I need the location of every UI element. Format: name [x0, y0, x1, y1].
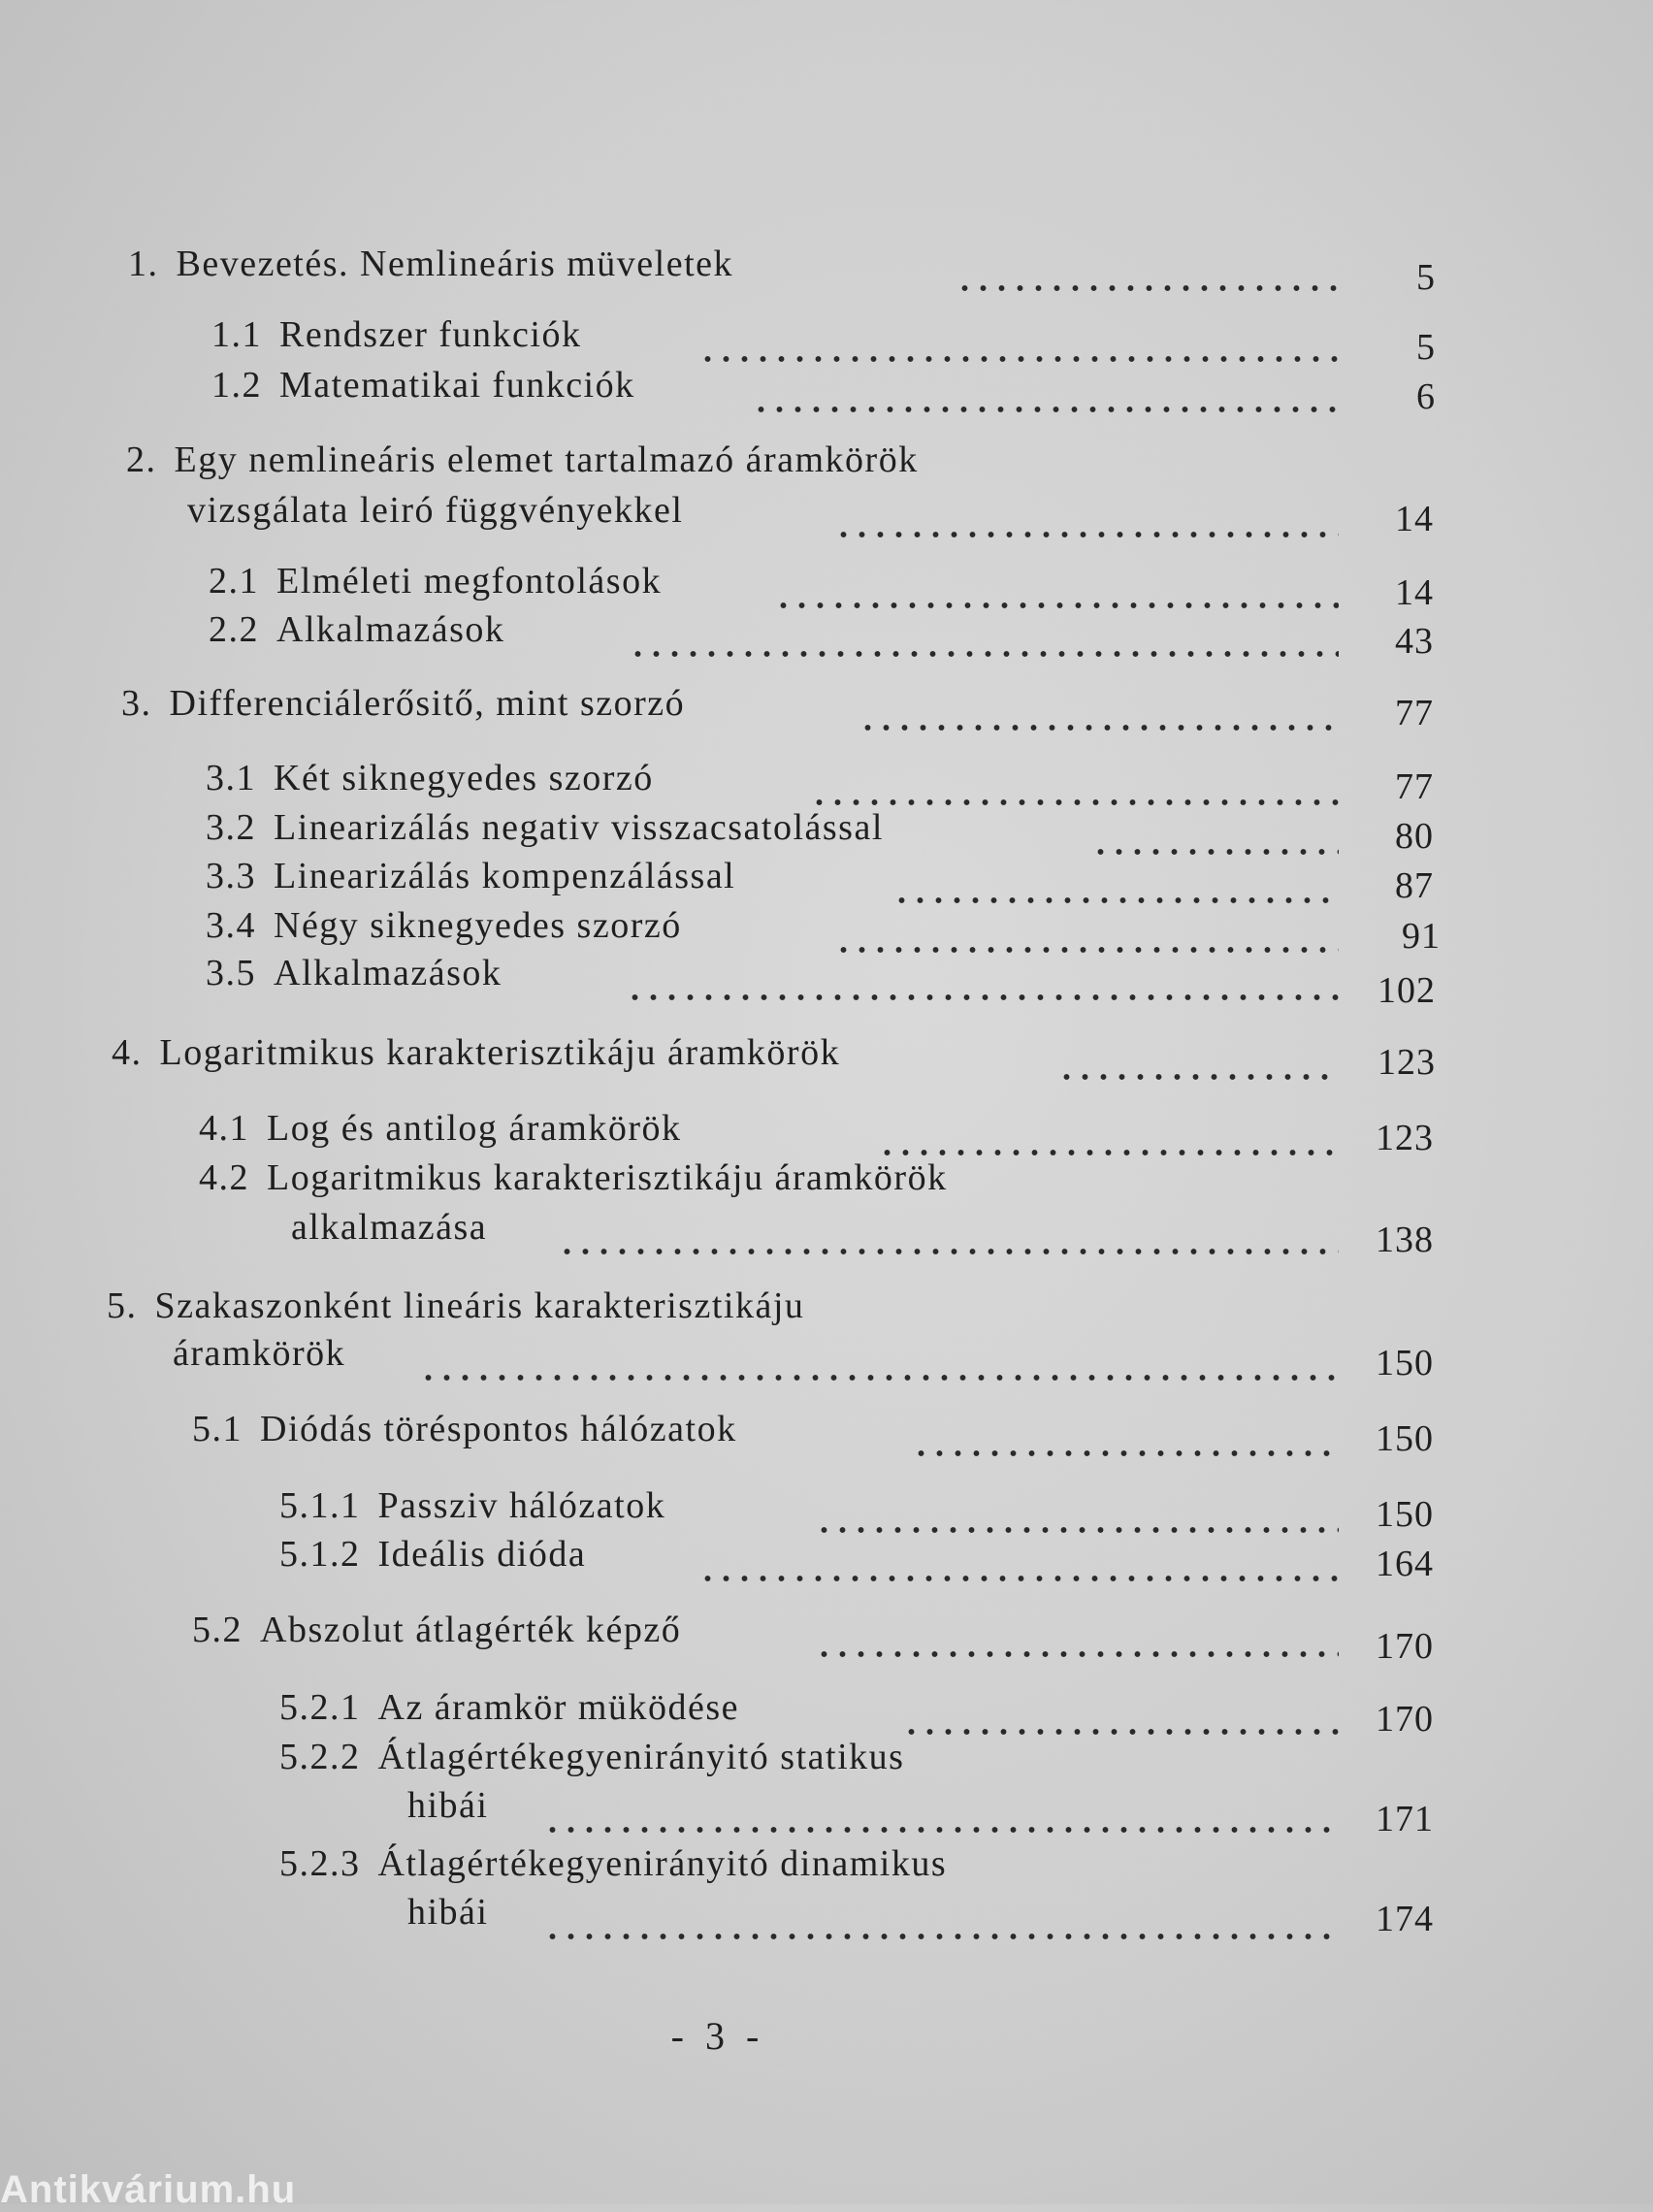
entry-number: 1.	[128, 244, 159, 284]
dot-leader	[698, 1575, 1339, 1582]
entry-number: 1.1	[211, 314, 262, 355]
page-number: 174	[1376, 1899, 1434, 1939]
toc-entry-4-2	[199, 1155, 948, 1200]
dot-leader	[626, 993, 1339, 1001]
entry-number: 4.2	[199, 1157, 249, 1198]
entry-number: 3.3	[206, 856, 256, 896]
toc-entry-5-2	[192, 1608, 681, 1652]
toc-entry-4-2-cont	[291, 1205, 487, 1250]
entry-title-continued: hibái	[407, 1892, 489, 1933]
entry-title: Átlagértékegyenirányitó dinamikus	[377, 1843, 948, 1884]
entry-number: 5.1.2	[279, 1534, 361, 1575]
dot-leader	[774, 602, 1339, 609]
toc-entry-3-3	[206, 854, 735, 898]
page-number: 164	[1376, 1544, 1434, 1584]
page-number: 14	[1395, 499, 1434, 539]
toc-entry-3-4	[206, 903, 682, 948]
dot-leader	[810, 798, 1339, 806]
entry-number: 4.	[112, 1032, 143, 1073]
dot-leader	[698, 355, 1339, 363]
entry-number: 2.2	[209, 609, 259, 650]
dot-leader	[815, 1526, 1339, 1534]
entry-title: Elméleti megfontolások	[276, 561, 663, 602]
entry-title-continued: áramkörök	[173, 1333, 346, 1374]
page-number: 150	[1376, 1494, 1434, 1535]
entry-number: 5.2.3	[279, 1843, 361, 1884]
entry-title: Ideális dióda	[377, 1534, 587, 1575]
toc-entry-3-1	[206, 756, 654, 800]
entry-title: Logaritmikus karakterisztikáju áramkörök	[267, 1157, 948, 1198]
page-number: 150	[1376, 1418, 1434, 1459]
entry-number: 5.	[107, 1285, 138, 1326]
page-number: 77	[1395, 766, 1434, 807]
entry-number: 3.5	[206, 953, 256, 993]
toc-entry-5-2-1	[279, 1685, 739, 1730]
toc-entry-2-2	[209, 607, 504, 652]
entry-number: 5.2.2	[279, 1737, 361, 1777]
toc-entry-3-2	[206, 805, 884, 850]
page-number: 77	[1395, 693, 1434, 733]
toc-entry-4	[112, 1030, 840, 1075]
page-number: 87	[1395, 865, 1434, 906]
entry-title: Differenciálerősitő, mint szorzó	[169, 683, 686, 724]
dot-leader	[752, 406, 1339, 413]
dot-leader	[902, 1728, 1339, 1736]
page-number: 6	[1416, 376, 1436, 417]
dot-leader	[1057, 1073, 1339, 1081]
entry-number: 4.1	[199, 1108, 249, 1149]
entry-title: Az áramkör müködése	[377, 1687, 739, 1728]
dot-leader	[956, 284, 1339, 292]
entry-title: Linearizálás kompenzálással	[274, 856, 736, 896]
page-number: 102	[1378, 970, 1436, 1011]
entry-title: Négy siknegyedes szorzó	[274, 905, 682, 946]
page-footer-number: - 3 -	[670, 2014, 765, 2058]
entry-title: Passziv hálózatok	[377, 1485, 666, 1526]
toc-entry-1-2	[211, 363, 635, 407]
toc-entry-5-1-2	[279, 1532, 586, 1577]
dot-leader	[629, 650, 1339, 658]
page-number: 170	[1376, 1626, 1434, 1667]
entry-title: Diódás töréspontos hálózatok	[260, 1409, 737, 1449]
entry-title-continued: vizsgálata leiró függvényekkel	[187, 490, 684, 531]
dot-leader	[558, 1248, 1339, 1255]
page-number: 138	[1376, 1220, 1434, 1260]
page-number: 170	[1376, 1699, 1434, 1740]
dot-leader	[815, 1650, 1339, 1658]
toc-entry-5-1-1	[279, 1483, 665, 1528]
toc-entry-5-2-3	[279, 1841, 947, 1886]
page-number: 150	[1376, 1343, 1434, 1383]
entry-title: Log és antilog áramkörök	[267, 1108, 682, 1149]
page-number: 5	[1416, 257, 1436, 298]
entry-title: Szakaszonként lineáris karakterisztikáju	[154, 1285, 805, 1326]
toc-entry-1-1	[211, 312, 581, 357]
toc-entry-3-5	[206, 951, 502, 995]
entry-number: 2.	[126, 439, 157, 480]
entry-number: 1.2	[211, 365, 262, 406]
watermark: Antikvárium.hu	[0, 2168, 297, 2211]
toc-entry-4-1	[199, 1106, 682, 1151]
page-number: 80	[1395, 816, 1434, 857]
entry-number: 5.2	[192, 1610, 243, 1650]
toc-entry-5-2-2	[279, 1735, 904, 1779]
entry-title: Bevezetés. Nemlineáris müveletek	[176, 244, 734, 284]
entry-number: 3.	[121, 683, 152, 724]
dot-leader	[892, 896, 1339, 904]
toc-entry-5-1	[192, 1407, 737, 1451]
toc-entry-2	[126, 438, 919, 482]
entry-title: Egy nemlineáris elemet tartalmazó áramkörök	[174, 439, 919, 480]
toc-entry-2-cont	[187, 488, 683, 533]
dot-leader	[834, 946, 1339, 954]
dot-leader	[859, 724, 1339, 732]
entry-number: 3.2	[206, 807, 256, 848]
page-number: 123	[1378, 1042, 1436, 1083]
entry-title: Logaritmikus karakterisztikáju áramkörök	[159, 1032, 841, 1073]
entry-title: Abszolut átlagérték képző	[260, 1610, 682, 1650]
page-number: 43	[1395, 621, 1434, 662]
entry-number: 5.2.1	[279, 1687, 361, 1728]
toc-entry-2-1	[209, 559, 662, 603]
dot-leader	[1091, 848, 1339, 856]
entry-number: 2.1	[209, 561, 259, 602]
entry-title-continued: hibái	[407, 1785, 489, 1826]
toc-entry-3	[121, 681, 685, 726]
page-number: 171	[1376, 1799, 1434, 1839]
entry-title: Alkalmazások	[276, 609, 505, 650]
entry-title: Matematikai funkciók	[279, 365, 635, 406]
toc-entry-5	[107, 1284, 804, 1328]
entry-title: Alkalmazások	[274, 953, 502, 993]
toc-entry-5-2-3-cont	[407, 1890, 488, 1935]
dot-leader	[912, 1449, 1339, 1457]
page-number: 14	[1395, 572, 1434, 613]
entry-title: Két siknegyedes szorzó	[274, 758, 654, 798]
toc-entry-5-cont	[173, 1331, 345, 1376]
page-number: 5	[1416, 327, 1436, 368]
entry-title: Linearizálás negativ visszacsatolással	[274, 807, 884, 848]
dot-leader	[834, 531, 1339, 538]
page-number: 123	[1376, 1118, 1434, 1158]
entry-number: 3.4	[206, 905, 256, 946]
dot-leader	[543, 1933, 1339, 1940]
toc-entry-5-2-2-cont	[407, 1783, 488, 1828]
page-number: 91	[1402, 916, 1441, 957]
dot-leader	[543, 1826, 1339, 1834]
toc-entry-1	[128, 242, 733, 286]
entry-number: 5.1.1	[279, 1485, 361, 1526]
entry-number: 3.1	[206, 758, 256, 798]
entry-title-continued: alkalmazása	[291, 1207, 488, 1248]
entry-title: Rendszer funkciók	[279, 314, 582, 355]
dot-leader	[419, 1374, 1339, 1382]
entry-number: 5.1	[192, 1409, 243, 1449]
entry-title: Átlagértékegyenirányitó statikus	[377, 1737, 905, 1777]
